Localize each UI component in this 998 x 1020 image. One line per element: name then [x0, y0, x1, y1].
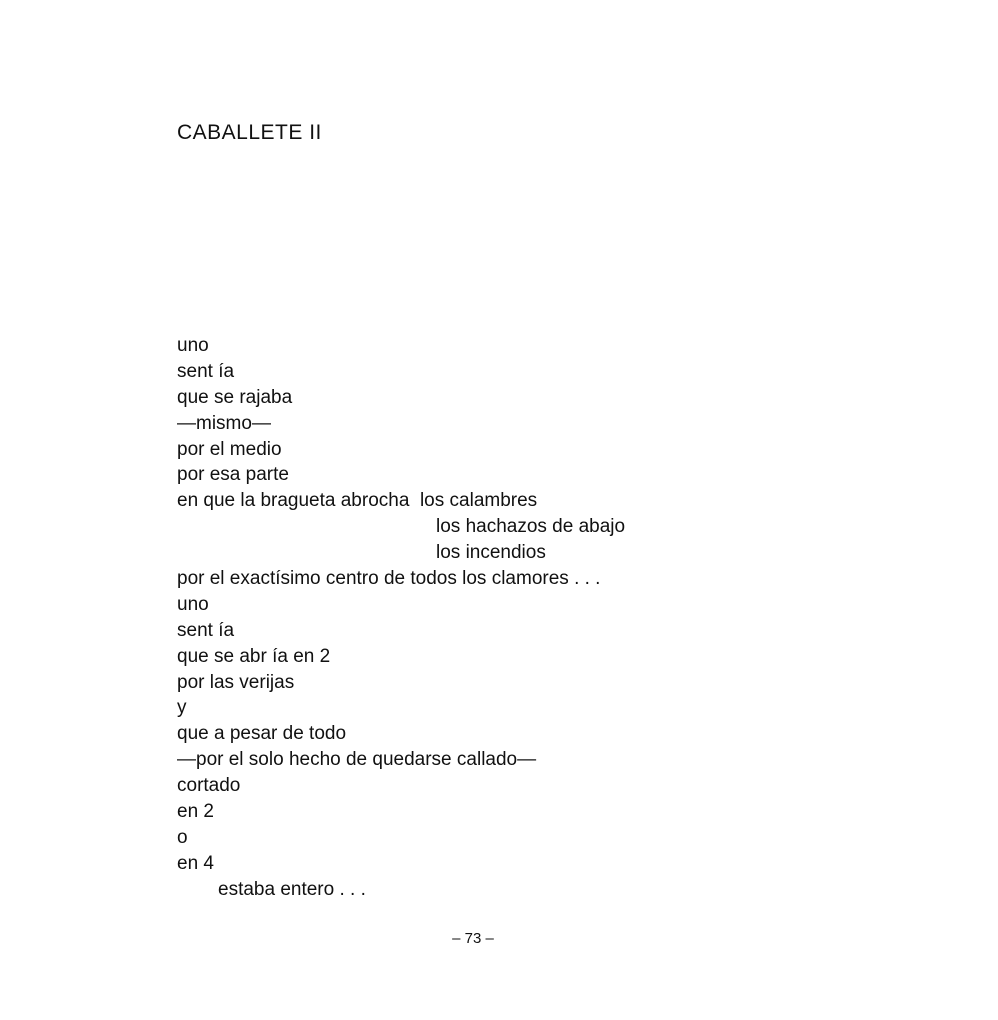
poem-line: los incendios — [436, 542, 546, 564]
poem-line: en 4 — [177, 852, 214, 874]
poem-line: que se rajaba — [177, 386, 293, 408]
poem-body — [177, 333, 625, 903]
poem-line: o — [177, 826, 188, 848]
poem-line: uno — [177, 593, 209, 615]
poem-line: en 2 — [177, 801, 214, 823]
poem-line: uno — [177, 335, 209, 356]
poem-line: en que la bragueta abrocha los calambres — [177, 490, 538, 512]
poem-line: por las verijas — [177, 671, 295, 693]
poem-line: y — [177, 697, 187, 719]
page-number: – 73 – — [452, 930, 494, 947]
poem-line: por el medio — [177, 438, 282, 460]
poem-line: sent ía — [177, 360, 235, 382]
poem-line: por el exactísimo centro de todos los clamores . . . — [177, 568, 601, 590]
poem-line: por esa parte — [177, 464, 289, 486]
poem-line: —por el solo hecho de quedarse callado— — [177, 749, 537, 771]
poem-line: —mismo— — [177, 412, 271, 434]
poem-line: que se abr ía en 2 — [177, 645, 331, 667]
poem-line: estaba entero . . . — [218, 878, 366, 900]
poem-title: CABALLETE II — [177, 121, 322, 144]
poem-line: cortado — [177, 775, 241, 797]
poem-line: los hachazos de abajo — [436, 516, 626, 538]
poem-line: que a pesar de todo — [177, 723, 347, 745]
poem-line: sent ía — [177, 619, 235, 641]
